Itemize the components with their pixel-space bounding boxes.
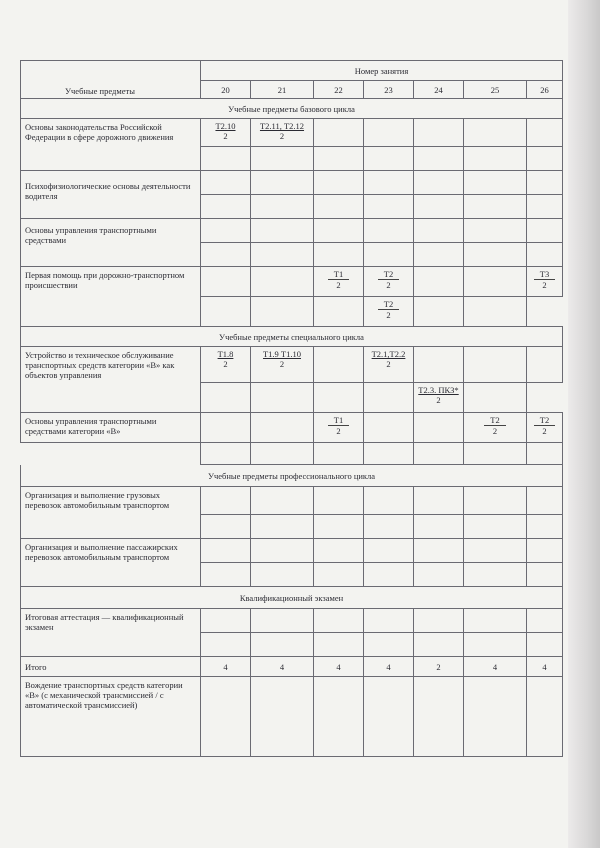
topic-code: Т2.10 [215, 121, 236, 131]
total-value: 4 [314, 657, 364, 677]
hours: 2 [279, 359, 285, 369]
total-value: 4 [201, 657, 251, 677]
hours: 2 [436, 395, 441, 405]
hours: 2 [386, 310, 391, 320]
total-label: Итого [21, 657, 201, 677]
subject-first-aid: Первая помощь при дорожно-транспортном происшествии [21, 267, 201, 327]
lesson-cell [201, 119, 251, 147]
lesson-number: 21 [251, 81, 314, 99]
hours: 2 [223, 359, 228, 369]
topic-code: Т1 [328, 269, 349, 280]
subject-driving: Вождение транспортных средств категории «В» (с механической трансмиссией / с автоматической трансмиссией) [21, 677, 201, 757]
section-professional: Учебные предметы профессионального цикла [21, 465, 563, 487]
hours: 2 [386, 280, 391, 290]
total-value: 2 [414, 657, 464, 677]
lesson-number-header: Номер занятия [201, 61, 563, 81]
topic-code: Т1.9 Т1.10 [262, 349, 301, 359]
topic-code: Т3 [534, 269, 555, 280]
hours: 2 [492, 426, 498, 436]
topic-code: Т2 [484, 415, 505, 426]
subject-cargo-transport: Организация и выполнение грузовых перевозок автомобильным транспортом [21, 487, 201, 539]
lesson-number: 26 [527, 81, 563, 99]
section-base: Учебные предметы базового цикла [21, 99, 563, 119]
topic-code: Т2.3. ПКЗ* [418, 385, 459, 395]
total-value: 4 [464, 657, 527, 677]
topic-code: Т1.8 [217, 349, 234, 359]
hours: 2 [223, 131, 228, 141]
lesson-number: 23 [364, 81, 414, 99]
topic-code: Т2.1,Т2.2 [371, 349, 406, 359]
lesson-number: 25 [464, 81, 527, 99]
subject-passenger-transport: Организация и выполнение пассажирских перевозок автомобильным транспортом [21, 539, 201, 587]
page-edge [568, 0, 600, 848]
section-exam: Квалификационный экзамен [21, 587, 563, 609]
hours: 2 [279, 131, 285, 141]
subject-device: Устройство и техническое обслуживание транспортных средств категории «В» как объектов управления [21, 347, 201, 413]
hours: 2 [336, 426, 341, 436]
subject-vehicle-management: Основы управления транспортными средствами [21, 219, 201, 267]
topic-code: Т2 [378, 269, 399, 280]
section-special: Учебные предметы специального цикла [21, 327, 563, 347]
topic-code: Т1 [328, 415, 349, 426]
total-value: 4 [364, 657, 414, 677]
subject-psychophysiology: Психофизиологические основы деятельности водителя [21, 171, 201, 219]
lesson-number: 20 [201, 81, 251, 99]
topic-code: Т2.11, Т2.12 [259, 121, 305, 131]
topic-code: Т2 [534, 415, 555, 426]
hours: 2 [542, 280, 547, 290]
lesson-cell [251, 119, 314, 147]
subject-law: Основы законодательства Российской Федерации в сфере дорожного движения [21, 119, 201, 171]
topic-code: Т2 [378, 299, 399, 310]
lesson-number: 24 [414, 81, 464, 99]
total-value: 4 [527, 657, 563, 677]
hours: 2 [336, 280, 341, 290]
subject-final-exam: Итоговая аттестация — квалификационный экзамен [21, 609, 201, 657]
hours: 2 [542, 426, 547, 436]
schedule-table [20, 60, 563, 757]
subject-vehicle-management-b: Основы управления транспортными средствами категории «В» [21, 413, 201, 443]
total-value: 4 [251, 657, 314, 677]
hours: 2 [386, 359, 391, 369]
lesson-number: 22 [314, 81, 364, 99]
subjects-header: Учебные предметы [21, 61, 201, 99]
